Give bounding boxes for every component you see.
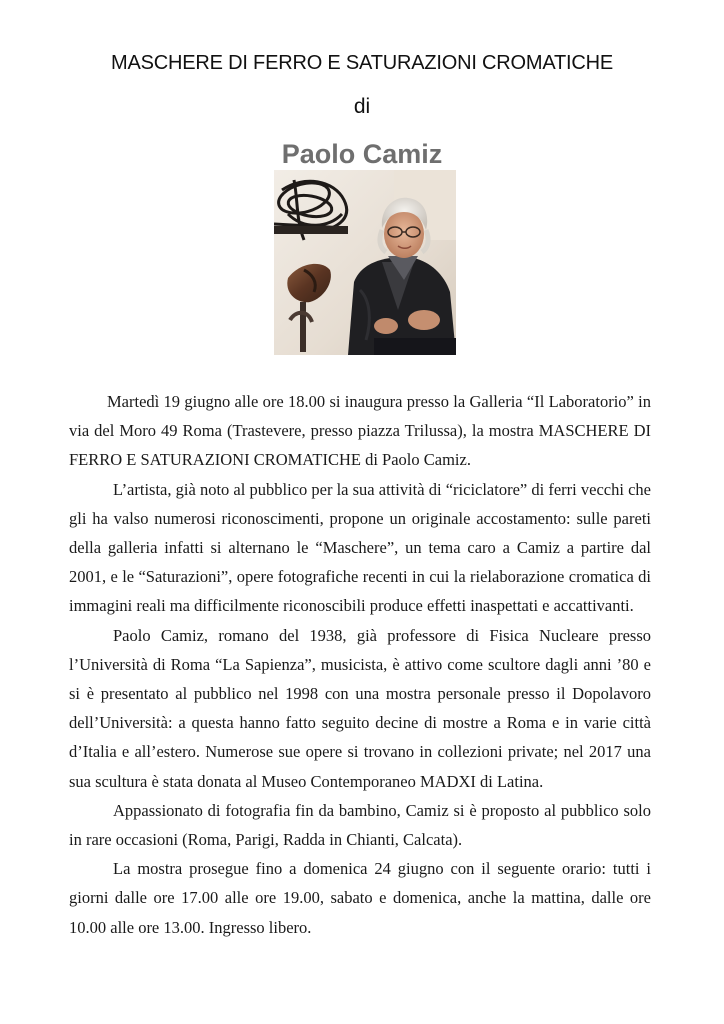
paragraph-1: Martedì 19 giugno alle ore 18.00 si inaugura presso la Galleria “Il Laboratorio” in via del Moro 49 Roma (Trastevere, presso piazza Trilussa), la mostra MASCHERE DI FERRO E SATURAZIONI CROMATICHE di Paolo Camiz. (69, 392, 651, 470)
paragraph-3: Paolo Camiz, romano del 1938, già professore di Fisica Nucleare presso l’Università di Roma “La Sapienza”, musicista, è attivo come scultore dagli anni ’80 e si è presentato al pubblico nel 1998 con una mostra personale presso il Dopolavoro dell’Università: a questa hanno fatto seguito decine di mostre a Roma e in varie città d’Italia e all’estero. Numerose sue opere si trovano in collezioni private; nel 2017 una sua scultura è stata donata al Museo Contemporaneo MADXI di Latina. (69, 625, 651, 791)
page-title: MASCHERE DI FERRO E SATURAZIONI CROMATICHE (110, 52, 613, 74)
paragraph-5: La mostra prosegue fino a domenica 24 giugno con il seguente orario: tutti i giorni dalle ore 17.00 alle ore 19.00, sabato e domenica, anche la mattina, dalle ore 10.00 alle ore 13.00. Ingresso libero. (69, 859, 651, 937)
article-body (69, 387, 651, 942)
author-name: Paolo Camiz (281, 139, 443, 169)
artist-portrait-photo (274, 170, 456, 355)
byline-di: di (353, 95, 371, 118)
paragraph-2: L’artista, già noto al pubblico per la sua attività di “riciclatore” di ferri vecchi che gli ha valso numerosi riconoscimenti, propone un originale accostamento: sulle pareti della galleria infatti si alternano le “Maschere”, un tema caro a Camiz a partire dal 2001, e le “Saturazioni”, opere fotografiche recenti in cui la rielaborazione cromatica di immagini reali ma difficilmente riconoscibili produce effetti inaspettati e accattivanti. (69, 479, 651, 616)
paragraph-4: Appassionato di fotografia fin da bambino, Camiz si è proposto al pubblico solo in rare occasioni (Roma, Parigi, Radda in Chianti, Calcata). (69, 800, 651, 850)
